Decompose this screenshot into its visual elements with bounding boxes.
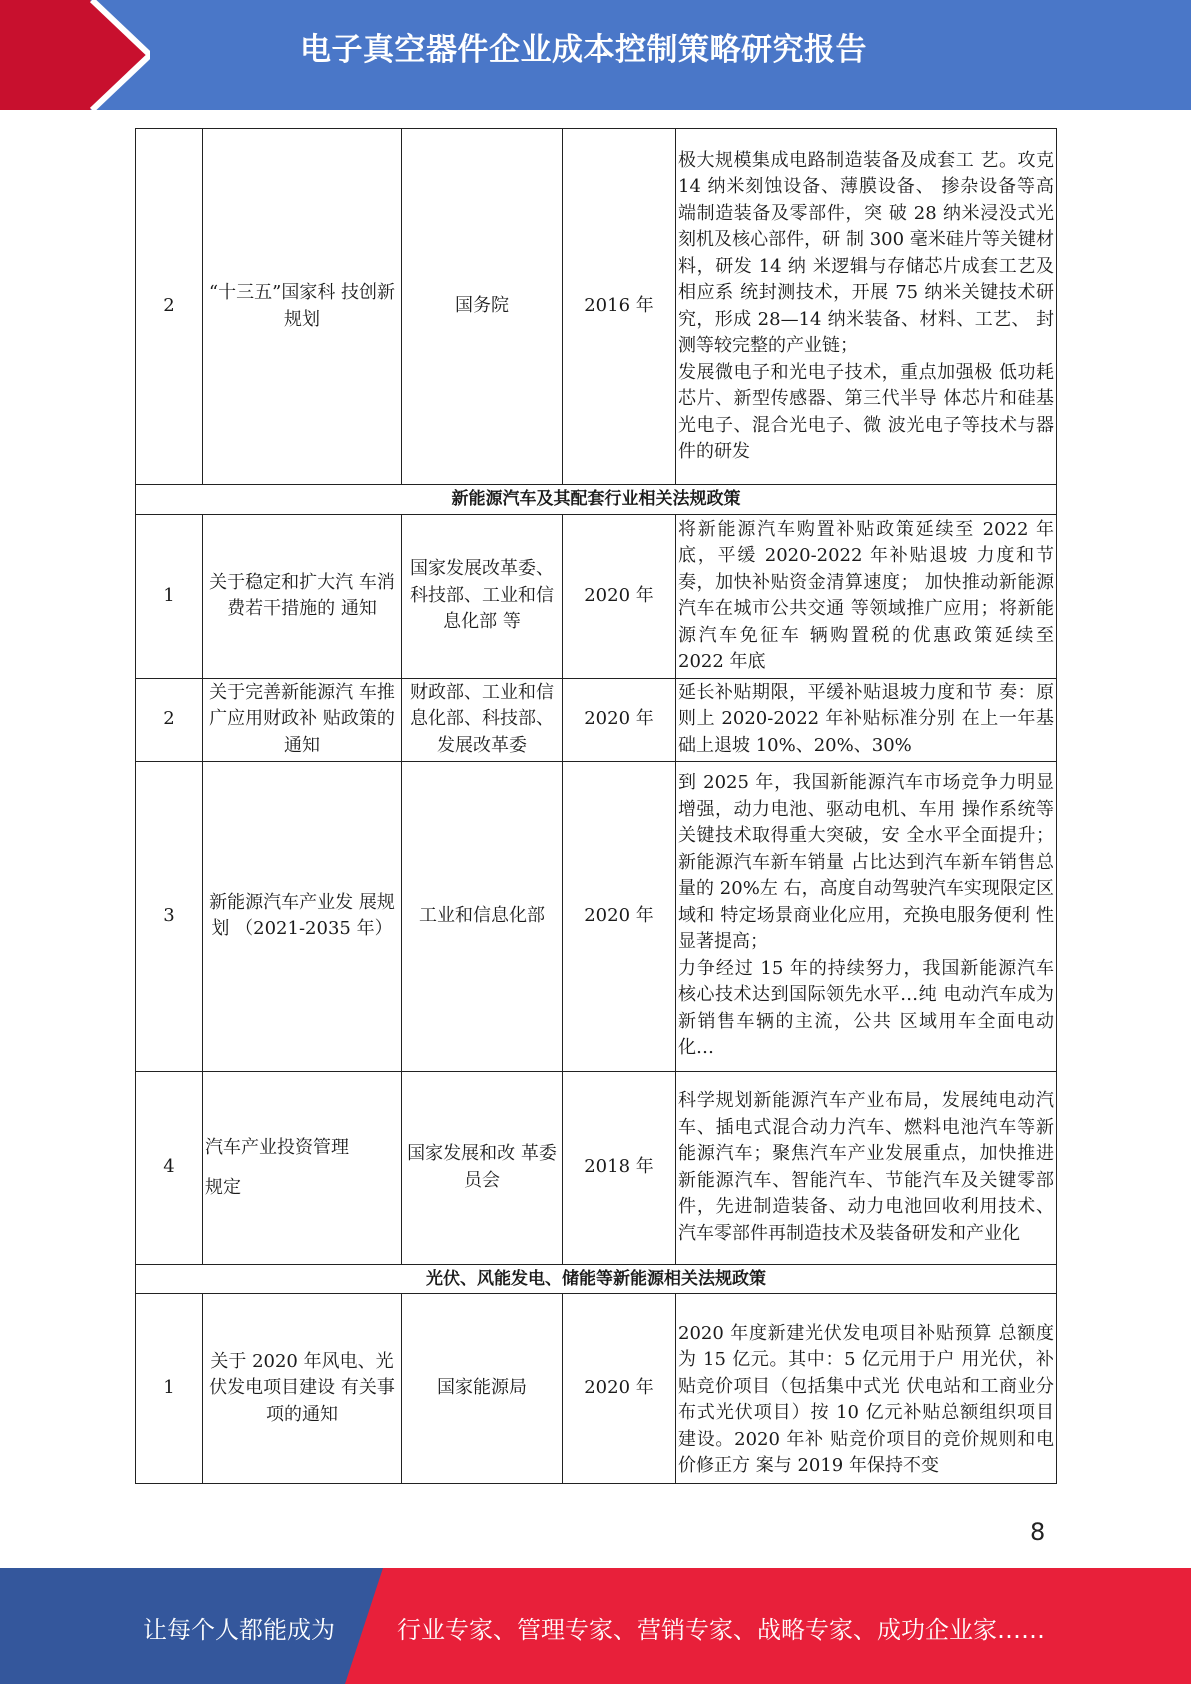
table-row: [136, 514, 1057, 678]
issue-year: 2020 年: [563, 514, 676, 678]
document-title: 电子真空器件企业成本控制策略研究报告: [300, 32, 867, 68]
policy-content: 科学规划新能源汽车产业布局，发展纯电动汽车、插电式混合动力汽车、燃料电池汽车等新能源汽车；聚焦汽车产业发展重点，加快推进新能源汽车、智能汽车、节能汽车及关键零部件，先进制造装备、动力电池回收利用技术、汽车零部件再制造技术及装备研发和产业化: [676, 1071, 1057, 1264]
policy-name: 关于完善新能源汽 车推广应用财政补 贴政策的通知: [203, 678, 402, 761]
policy-content: 2020 年度新建光伏发电项目补贴预算 总额度为 15 亿元。其中：5 亿元用于户 用光伏，补贴竞价项目（包括集中式光 伏电站和工商业分布式光伏项目）按 10 亿元补贴总额组织项目建设。2020 年补 贴竞价项目的竞价规则和电价修正方 案与 2019 年保持不变: [676, 1294, 1057, 1484]
issue-year: 2020 年: [563, 761, 676, 1071]
issue-year: 2018 年: [563, 1071, 676, 1264]
footer-slogan-left: 让每个人都能成为: [143, 1616, 335, 1644]
policy-name: “十三五”国家科 技创新规划: [203, 129, 402, 485]
policy-name: 关于稳定和扩大汽 车消费若干措施的 通知: [203, 514, 402, 678]
policy-table: [135, 128, 1057, 1484]
table-row: [136, 1071, 1057, 1264]
section-row: [136, 485, 1057, 515]
footer-slogan-right: 行业专家、管理专家、营销专家、战略专家、成功企业家……: [397, 1616, 1045, 1644]
section-row: [136, 1264, 1057, 1294]
issuing-department: 财政部、工业和信息化部、科技部、发展改革委: [402, 678, 563, 761]
table-row: [136, 129, 1057, 485]
table-row: [136, 1294, 1057, 1484]
row-number: 2: [136, 129, 203, 485]
row-number: 4: [136, 1071, 203, 1264]
row-number: 1: [136, 1294, 203, 1484]
issuing-department: 国家发展和改 革委员会: [402, 1071, 563, 1264]
policy-name: 关于 2020 年风电、光伏发电项目建设 有关事项的通知: [203, 1294, 402, 1484]
policy-content: 延长补贴期限，平缓补贴退坡力度和节 奏：原则上 2020-2022 年补贴标准分别 在上一年基础上退坡 10%、20%、30%: [676, 678, 1057, 761]
row-number: 3: [136, 761, 203, 1071]
table-row: [136, 761, 1057, 1071]
issue-year: 2020 年: [563, 678, 676, 761]
policy-name: 汽车产业投资管理 规定: [203, 1071, 402, 1264]
issuing-department: 国家能源局: [402, 1294, 563, 1484]
issuing-department: 国家发展改革委、科技部、工业和信息化部 等: [402, 514, 563, 678]
header-red-arrow-shape: [0, 0, 150, 110]
policy-content: 到 2025 年，我国新能源汽车市场竞争力明显增强，动力电池、驱动电机、车用 操作系统等关键技术取得重大突破，安 全水平全面提升；新能源汽车新车销量 占比达到汽车新车销售总量的 20%左 右，高度自动驾驶汽车实现限定区域和 特定场景商业化应用，充换电服务便利 性显著提高； 力争经过 15 年的持续努力，我国新能源汽车核心技术达到国际领先水平…纯 电动汽车成为新销售车辆的主流，公共 区域用车全面电动化…: [676, 761, 1057, 1071]
row-number: 2: [136, 678, 203, 761]
issuing-department: 工业和信息化部: [402, 761, 563, 1071]
section-heading: 新能源汽车及其配套行业相关法规政策: [136, 485, 1057, 515]
policy-content: 将新能源汽车购置补贴政策延续至 2022 年底，平缓 2020-2022 年补贴退坡 力度和节奏，加快补贴资金清算速度； 加快推动新能源汽车在城市公共交通 等领域推广应用；将新能源汽车免征车 辆购置税的优惠政策延续至 2022 年底: [676, 514, 1057, 678]
page-number: 8: [1030, 1518, 1046, 1546]
policy-content: 极大规模集成电路制造装备及成套工 艺。攻克 14 纳米刻蚀设备、薄膜设备、 掺杂设备等高端制造装备及零部件，突 破 28 纳米浸没式光刻机及核心部件，研 制 300 毫米硅片等关键材料，研发 14 纳 米逻辑与存储芯片成套工艺及相应系 统封测技术，开展 75 纳米关键技术研 究，形成 28—14 纳米装备、材料、工艺、 封测等较完整的产业链； 发展微电子和光电子技术，重点加强极 低功耗芯片、新型传感器、第三代半导 体芯片和硅基光电子、混合光电子、微 波光电子等技术与器件的研发: [676, 129, 1057, 485]
issuing-department: 国务院: [402, 129, 563, 485]
header-banner: [0, 0, 1191, 110]
table-row: [136, 678, 1057, 761]
issue-year: 2016 年: [563, 129, 676, 485]
policy-name: 新能源汽车产业发 展规划 （2021-2035 年）: [203, 761, 402, 1071]
row-number: 1: [136, 514, 203, 678]
section-heading: 光伏、风能发电、储能等新能源相关法规政策: [136, 1264, 1057, 1294]
issue-year: 2020 年: [563, 1294, 676, 1484]
